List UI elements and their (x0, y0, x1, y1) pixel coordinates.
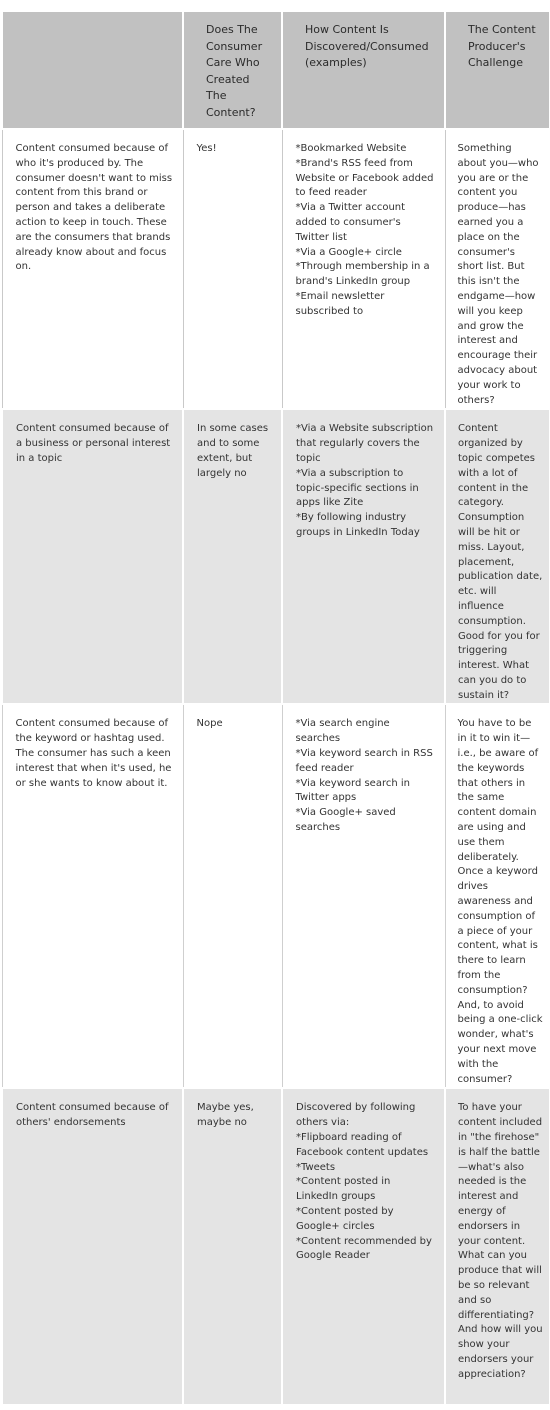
discovery-item: *Via a Website subscription that regularly covers the topic (296, 423, 434, 464)
discovery-item: *Via a Twitter account added to consumer's Twitter list (295, 202, 406, 243)
discovery-item: *By following industry groups in LinkedIn Today (296, 512, 420, 538)
consumption-cell: Content consumed because of others' endorsements (2, 1088, 183, 1405)
discovery-cell (282, 704, 445, 1088)
discovery-item: *Email newsletter subscribed to (295, 290, 385, 317)
header-row (2, 11, 550, 129)
discovery-item: *Through membership in a brand's LinkedIn group (295, 261, 430, 288)
discovery-item: *Content posted by Google+ circles (296, 1206, 394, 1232)
challenge-cell: Something about you—who you are or the content you produce—has earned you a place on the consumer's short list. But this isn't the endgame—how will you keep and grow the interest and encourage their advocacy about your work to others? (445, 129, 550, 409)
table-row (2, 704, 550, 1088)
cares-cell: In some cases and to some extent, but largely no (183, 409, 282, 704)
challenge-cell: You have to be in it to win it—i.e., be aware of the keywords that others in the same content domain are using and use them deliberately. Once a keyword drives awareness and consumption of a piece of your content, what is there to learn from the consumption? And, to avoid being a one-click wonder, what's your next move with the consumer? (445, 704, 550, 1088)
table-row (2, 129, 550, 409)
discovery-item: *Via a Google+ circle (295, 246, 402, 258)
table-row (2, 409, 550, 704)
discovery-item: *Tweets (296, 1161, 336, 1173)
challenge-cell: To have your content included in "the firehose" is half the battle—what's also needed is the interest and energy of endorsers in your content. What can you produce that will be so relevant and so differentiating? And how will you show your endorsers your appreciation? (445, 1088, 550, 1405)
consumption-cell: Content consumed because of who it's produced by. The consumer doesn't want to miss content from this brand or person and takes a deliberate action to keep in touch. These are the consumers that brands already know about and focus on. (2, 129, 183, 409)
consumption-cell: Content consumed because of a business or personal interest in a topic (2, 409, 183, 704)
discovery-item: *Content recommended by Google Reader (296, 1235, 432, 1262)
header-producer-challenge: The Content Producer's Challenge (445, 11, 550, 129)
header-consumer-cares: Does The Consumer Care Who Created The Content? (183, 11, 282, 129)
table-row (2, 1088, 550, 1405)
challenge-cell: Content organized by topic competes with a lot of content in the category. Consumption will be hit or miss. Layout, placement, publication date, etc. will influence consumption. Good for you for triggering interest. What can you do to sustain it? (445, 409, 550, 704)
header-discovery: How Content Is Discovered/Consumed (examples) (282, 11, 445, 129)
content-consumption-table (1, 10, 550, 1406)
discovery-item: *Bookmarked Website (295, 143, 407, 154)
header-blank-cell (2, 11, 183, 129)
discovery-item: *Via keyword search in Twitter apps (295, 777, 410, 804)
discovery-item: *Via search engine searches (295, 718, 390, 745)
cares-cell: Maybe yes, maybe no (183, 1088, 282, 1405)
discovery-item: *Via keyword search in RSS feed reader (295, 748, 433, 774)
discovery-item: *Content posted in LinkedIn groups (296, 1176, 391, 1203)
discovery-item: *Brand's RSS feed from Website or Facebook added to feed reader (295, 157, 434, 199)
cares-cell: Yes! (183, 129, 282, 409)
discovery-cell (282, 129, 445, 409)
discovery-item: *Via a subscription to topic-specific sections in apps like Zite (296, 467, 419, 509)
page (0, 10, 550, 1410)
discovery-item: *Flipboard reading of Facebook content updates (296, 1132, 429, 1158)
consumption-cell: Content consumed because of the keyword or hashtag used. The consumer has such a keen interest that when it's used, he or she wants to know about it. (2, 704, 183, 1088)
discovery-item: *Via Google+ saved searches (295, 807, 396, 834)
discovery-cell (282, 1088, 445, 1405)
cares-cell: Nope (183, 704, 282, 1088)
discovery-item: Discovered by following others via: (296, 1102, 416, 1129)
discovery-cell (282, 409, 445, 704)
